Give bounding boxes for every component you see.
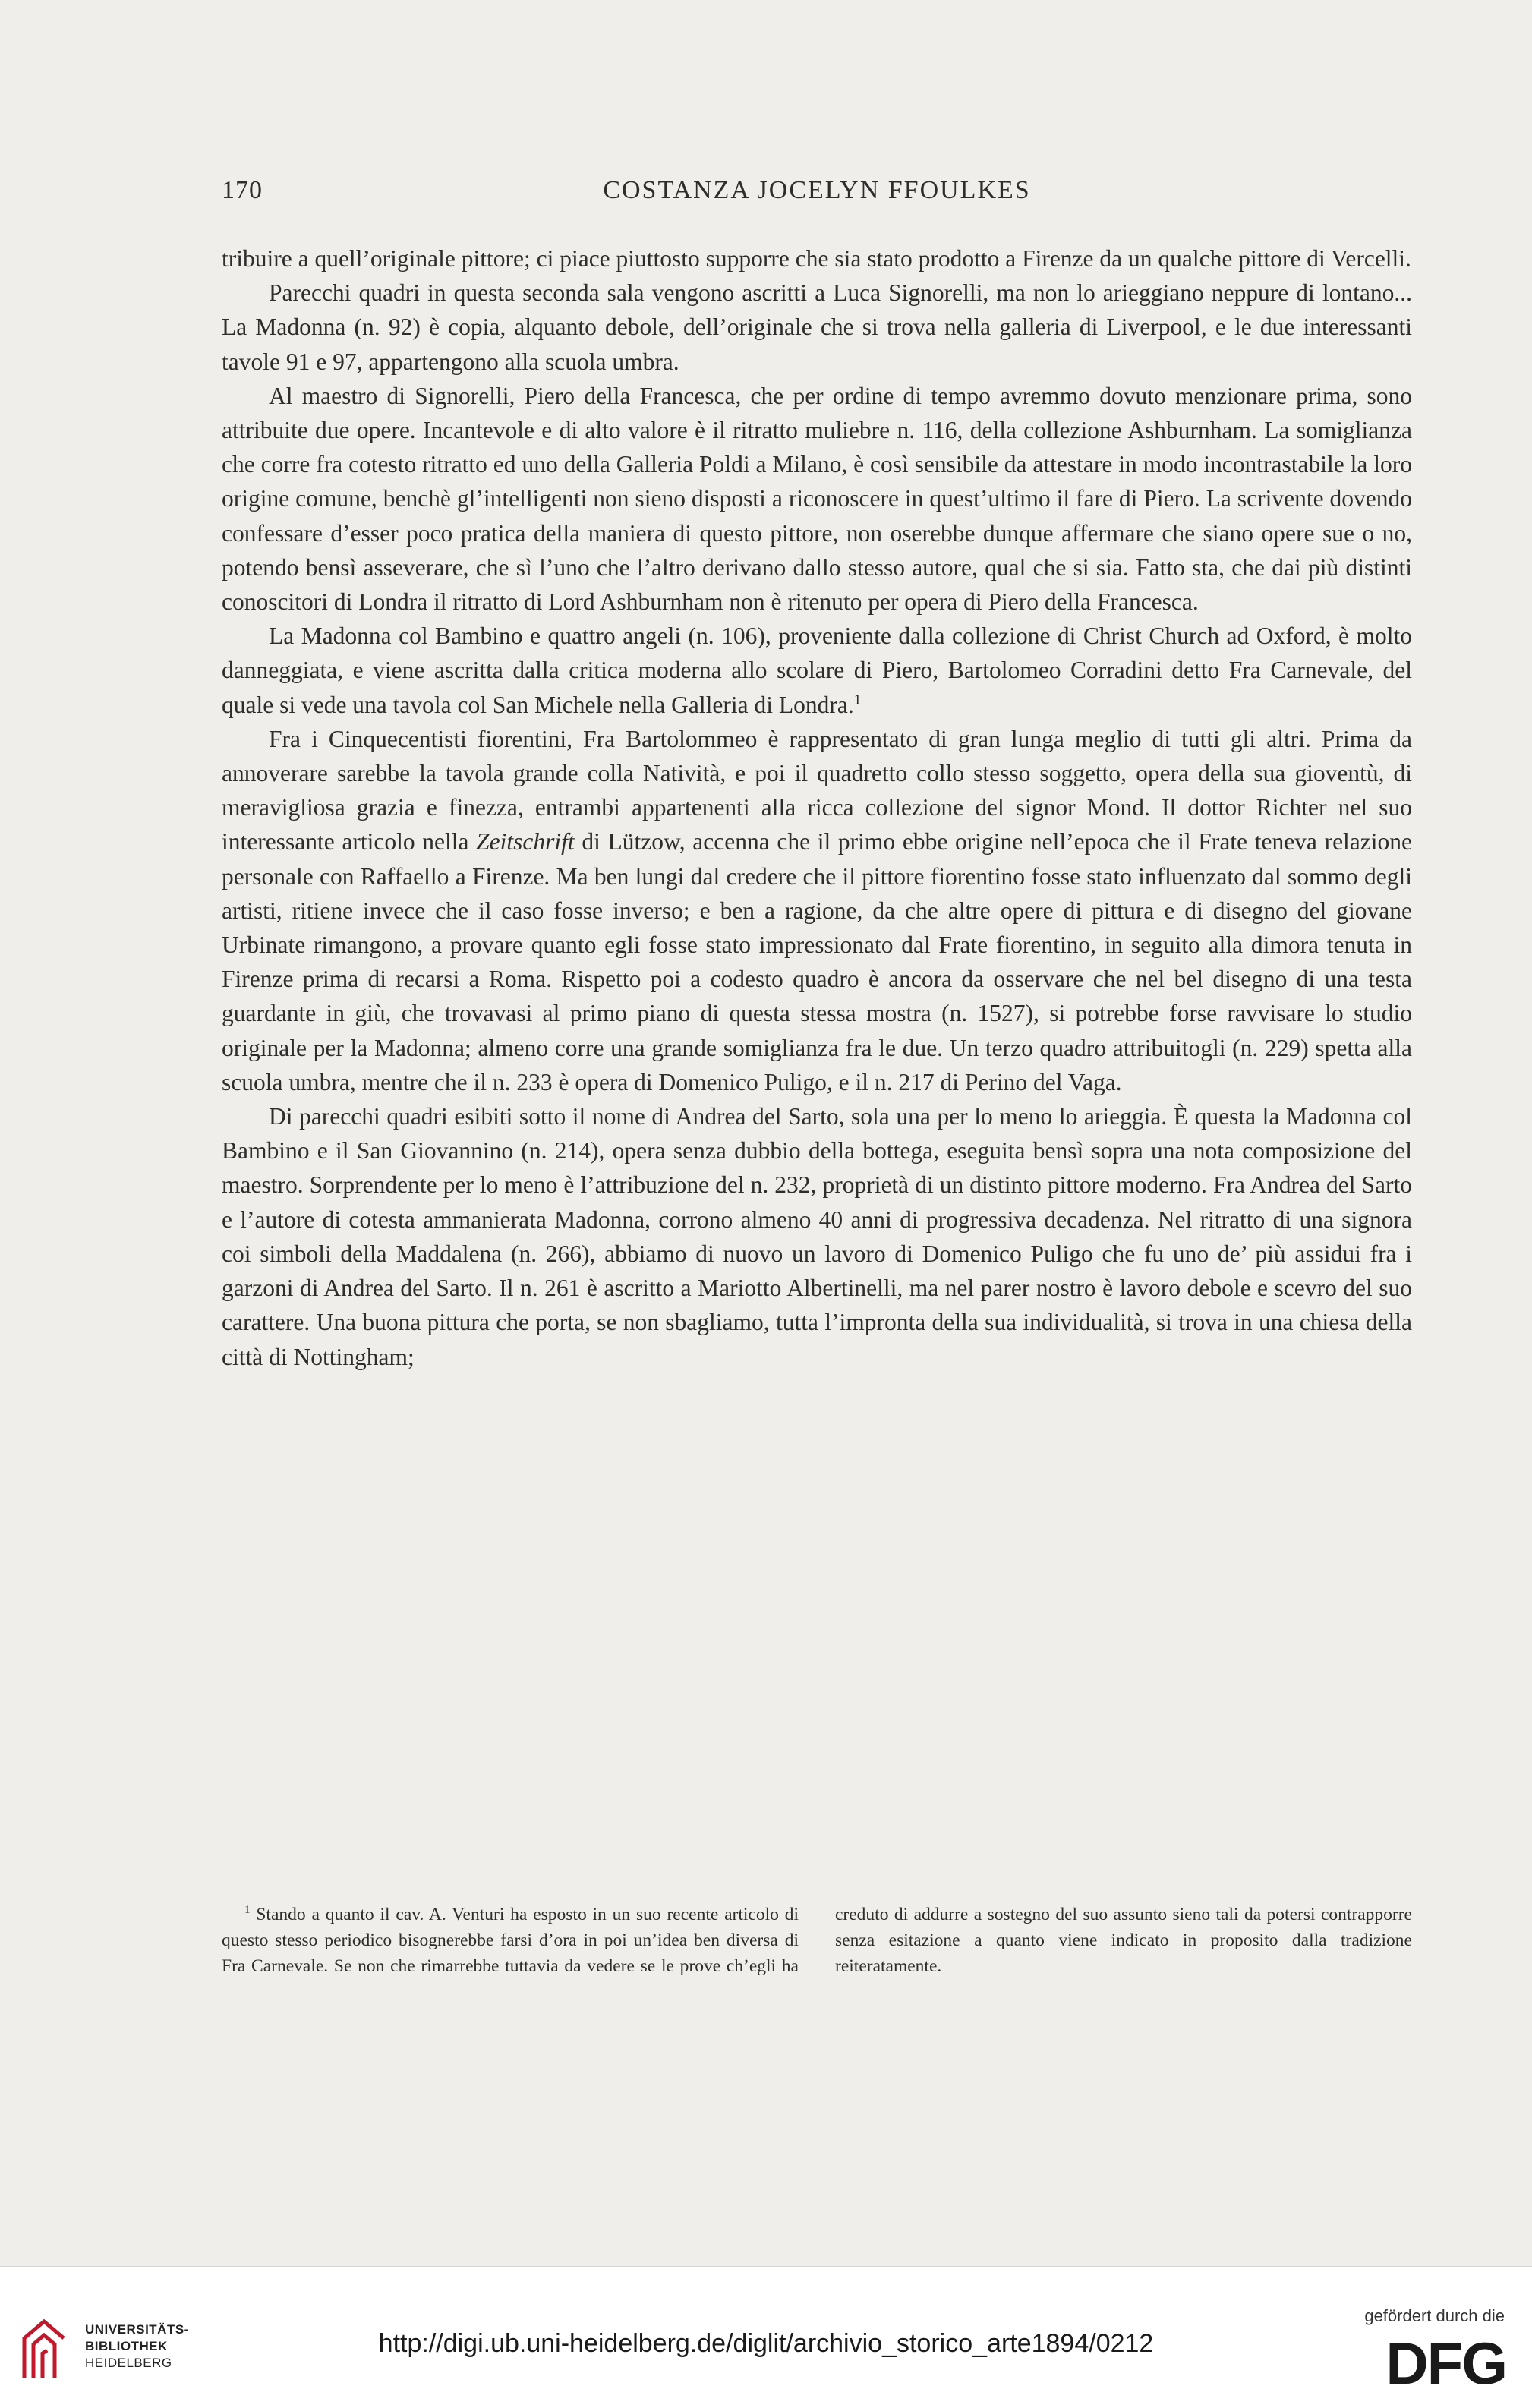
journal-title: Zeitschrift — [476, 828, 575, 856]
funded-by-label: gefördert durch die — [1364, 2306, 1505, 2325]
footnote-marker: 1 — [244, 1904, 251, 1917]
running-head — [222, 176, 1412, 214]
running-title: COSTANZA JOCELYN FFOULKES — [603, 176, 1031, 204]
source-url-link[interactable]: http://digi.ub.uni-heidelberg.de/diglit/archivio_storico_arte1894/0212 — [378, 2329, 1154, 2358]
body-text — [222, 241, 1412, 1374]
footnote-text — [222, 1902, 1412, 1979]
paragraph: Di parecchi quadri esibiti sotto il nome di Andrea del Sarto, sola una per lo meno lo arieggia. È questa la Madonna col Bambino e il San Giovannino (n. 214), opera senza dubbio della bottega, eseguita bensì sopra una nota composizione del maestro. Sorprendente per lo meno è l’attribuzione del n. 232, proprietà di un distinto pittore moderno. Fra Andrea del Sarto e l’autore di cotesta ammanierata Madonna, corrono almeno 40 anni di progressiva decadenza. Nel ritratto di una signora coi simboli della Maddalena (n. 266), abbiamo di nuovo un lavoro di Domenico Puligo che fu uno de’ più assidui fra i garzoni di Andrea del Sarto. Il n. 261 è ascritto a Mariotto Albertinelli, ma nel parer nostro è lavoro debole e scevro del suo carattere. Una buona pittura che porta, se non sbagliamo, tutta l’impronta della sua individualità, si trova in una chiesa della città di Nottingham; — [222, 1103, 1412, 1370]
footnote-reference[interactable]: 1 — [853, 692, 862, 708]
paragraph-text: La Madonna col Bambino e quattro angeli (n. 106), proveniente dalla collezione di Christ Church ad Oxford, è molto danneggiata, e viene ascritta dalla critica moderna allo scolare di Piero, Bartolomeo Corradini detto Fra Carnevale, del quale si vede una tavola col San Michele nella Galleria di Londra. — [222, 622, 1412, 718]
paragraph-text: di Lützow, accenna che il primo ebbe origine nell’epoca che il Frate teneva relazione personale con Raffaello a Firenze. Ma ben lungi dal credere che il pittore fiorentino fosse stato influenzato dal sommo degli artisti, ritiene invece che il caso fosse inverso; e ben a ragione, da che altre opere di pittura e di disegno del giovane Urbinate rimangono, a provare quanto egli fosse stato impressionato dal Frate fiorentino, in seguito alla dimora tenuta in Firenze prima di recarsi a Roma. Rispetto poi a codesto quadro è ancora da osservare che nel bel disegno di una testa guardante in giù, che trovavasi al primo piano di questa stessa mostra (n. 1527), si potrebbe forse ravvisare lo studio originale per la Madonna; almeno corre una grande somiglianza fra le due. Un terzo quadro attribuitogli (n. 229) spetta alla scuola umbra, mentre che il n. 233 è opera di Domenico Puligo, e il n. 217 di Perino del Vaga. — [222, 828, 1413, 1095]
paragraph-text: Fra i Cinquecentisti fiorentini, Fra Bartolommeo è rappresentato di gran lunga meglio di tutti gli altri. Prima da annoverare sarebbe la tavola grande colla Natività, e poi il quadretto collo stesso soggetto, opera della sua gioventù, di meravigliosa grazia e finezza, entrambi appartenenti alla ricca collezione del signor Mond. Il dottor Richter nel suo interessante articolo nella — [222, 725, 1412, 856]
paragraph — [222, 619, 1412, 722]
footnote — [222, 1902, 1412, 1979]
paragraph: Parecchi quadri in questa seconda sala vengono ascritti a Luca Signorelli, ma non lo arieggiano neppure di lontano... La Madonna (n. 92) è copia, alquanto debole, dell’originale che si trova nella galleria di Liverpool, e le due interessanti tavole 91 e 97, appartengono alla scuola umbra. — [222, 279, 1412, 375]
library-name-line: BIBLIOTHEK — [85, 2339, 168, 2353]
footer-bar — [0, 2266, 1532, 2408]
paragraph: Al maestro di Signorelli, Piero della Francesca, che per ordine di tempo avremmo dovuto menzionare prima, sono attribuite due opere. Incantevole e di alto valore è il ritratto muliebre n. 116, della collezione Ashburnham. La somiglianza che corre fra cotesto ritratto ed uno della Galleria Poldi a Milano, è così sensibile da attestare in modo incontrastabile la loro origine comune, benchè gl’intelligenti non sieno disposti a riconoscere in quest’ultimo il fare di Piero. La scrivente dovendo confessare d’esser poco pratica della maniera di questo pittore, non oserebbe dunque affermare che siano opere sue o no, potendo bensì asseverare, che sì l’uno che l’altro derivano dallo stesso autore, qual che si sia. Fatto sta, che dai più distinti conoscitori di Londra il ritratto di Lord Ashburnham non è ritenuto per opera di Piero della Francesca. — [222, 382, 1412, 616]
page-number: 170 — [222, 176, 263, 204]
dfg-logo[interactable]: DFG — [1385, 2330, 1506, 2397]
paragraph — [222, 722, 1412, 1099]
library-name-line: HEIDELBERG — [85, 2356, 172, 2370]
paragraph: tribuire a quell’originale pittore; ci piace piuttosto supporre che sia stato prodotto a Firenze da un qualche pittore di Vercelli. — [222, 245, 1411, 272]
footnote-body: Stando a quanto il cav. A. Venturi ha esposto in un suo recente articolo di questo stesso periodico bisognerebbe farsi d’ora in poi un’idea ben diversa di Fra Carnevale. Se non che rimarrebbe tuttavia da vedere se le prove ch’egli ha creduto di addurre a sostegno del suo assunto sieno tali da potersi contrapporre senza esitazione a quanto viene indicato in proposito dalla tradizione reiteratamente. — [222, 1905, 1412, 1976]
library-name-line: UNIVERSITÄTS- — [85, 2322, 189, 2337]
